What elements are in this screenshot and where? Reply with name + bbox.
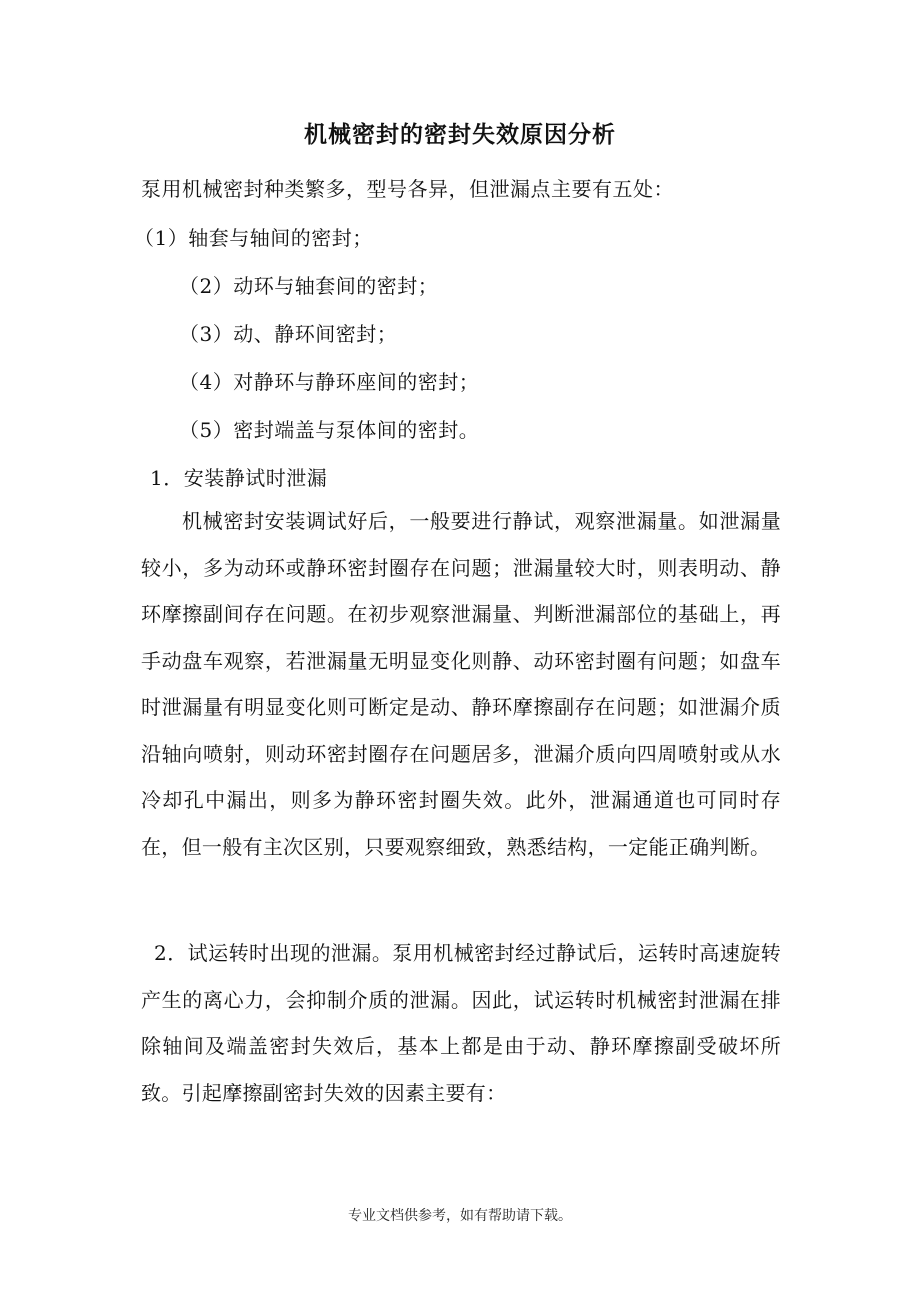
leak-point-1: （1）轴套与轴间的密封； <box>134 226 373 250</box>
leak-point-5: （5）密封端盖与泵体间的密封。 <box>179 418 480 442</box>
document-title: 机械密封的密封失效原因分析 <box>304 122 616 148</box>
leak-point-3: （3）动、静环间密封； <box>179 322 398 346</box>
section1-heading: 1．安装静试时泄漏 <box>150 466 328 490</box>
section2-paragraph: 2．试运转时出现的泄漏。泵用机械密封经过静试后，运转时高速旋转产生的离心力，会抑制介质的泄漏。因此，试运转时机械密封泄漏在排除轴间及端盖密封失效后，基本上都是由于动、静环摩擦副受破坏所致。引起摩擦副密封失效的因素主要有： <box>141 941 781 1105</box>
leak-point-4: （4）对静环与静环座间的密封； <box>179 370 480 394</box>
section1-paragraph: 机械密封安装调试好后，一般要进行静试，观察泄漏量。如泄漏量较小，多为动环或静环密封圈存在问题；泄漏量较大时，则表明动、静环摩擦副间存在问题。在初步观察泄漏量、判断泄漏部位的基础上，再手动盘车观察，若泄漏量无明显变化则静、动环密封圈有问题；如盘车时泄漏量有明显变化则可断定是动、静环摩擦副存在问题；如泄漏介质沿轴向喷射，则动环密封圈存在问题居多，泄漏介质向四周喷射或从水冷却孔中漏出，则多为静环密封圈失效。此外，泄漏通道也可同时存在，但一般有主次区别，只要观察细致，熟悉结构，一定能正确判断。 <box>141 509 781 859</box>
intro-line: 泵用机械密封种类繁多，型号各异，但泄漏点主要有五处： <box>141 177 674 201</box>
page-footer: 专业文档供参考，如有帮助请下载。 <box>348 1208 572 1224</box>
leak-point-2: （2）动环与轴套间的密封； <box>179 274 439 298</box>
